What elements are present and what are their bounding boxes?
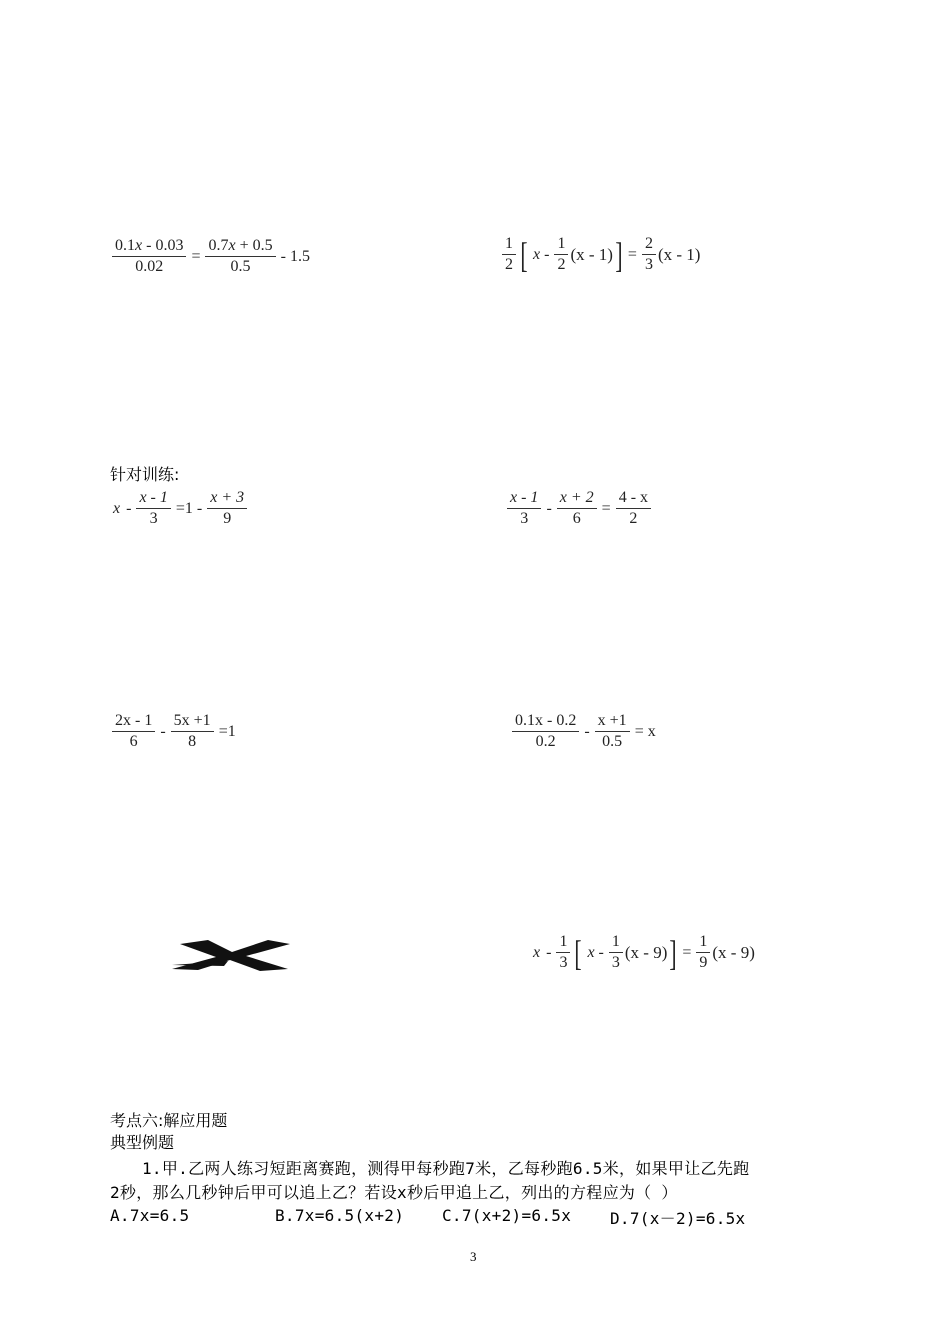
equation-4: $\frac{x - 1}{3}$ - $\frac{x + 2}{6}$ = $\frac{4 - x}{2}$ xyxy=(505,488,653,529)
broken-x-graphic xyxy=(168,938,293,976)
equation-3: x - $\frac{x - 1}{3}$ =1 - $\frac{x + 3}{9}$ xyxy=(110,488,249,529)
option-a: A.7x=6.5 xyxy=(110,1206,190,1225)
equation-1: $\frac{0.1x - 0.03}{0.02}$ = $\frac{0.7x + 0.5}{0.5}$ - 1.5 xyxy=(110,236,313,277)
equation-2: $\frac{1}{2}$ [ x - $\frac{1}{2}$ (x - 1)] = $\frac{2}{3}$ (x - 1) xyxy=(500,234,700,275)
equation-7: x - $\frac{1}{3}$ [ x - $\frac{1}{3}$ (x - 9)] = $\frac{1}{9}$ (x - 9) xyxy=(533,932,755,973)
question-line-1: 1.甲.乙两人练习短距离赛跑，测得甲每秒跑7米，乙每秒跑6.5米，如果甲让乙先跑 xyxy=(142,1159,750,1178)
option-b: B.7x=6.5(x+2) xyxy=(275,1206,405,1225)
practice-label: 针对训练: xyxy=(110,465,180,484)
topic-title: 考点六:解应用题 xyxy=(110,1111,228,1130)
example-title: 典型例题 xyxy=(110,1133,175,1152)
equation-6: $\frac{0.1x - 0.2}{0.2}$ - $\frac{x +1}{0.5}$ = x xyxy=(510,711,659,752)
question-line-2: 2秒，那么几秒钟后甲可以追上乙？若设x秒后甲追上乙，列出的方程应为（ ） xyxy=(110,1183,678,1202)
option-d: D.7(x－2)=6.5x xyxy=(610,1209,746,1228)
page-number: 3 xyxy=(470,1249,477,1264)
option-c: C.7(x+2)=6.5x xyxy=(442,1206,572,1225)
equation-5: $\frac{2x - 1}{6}$ - $\frac{5x +1}{8}$ =1 xyxy=(110,711,239,752)
